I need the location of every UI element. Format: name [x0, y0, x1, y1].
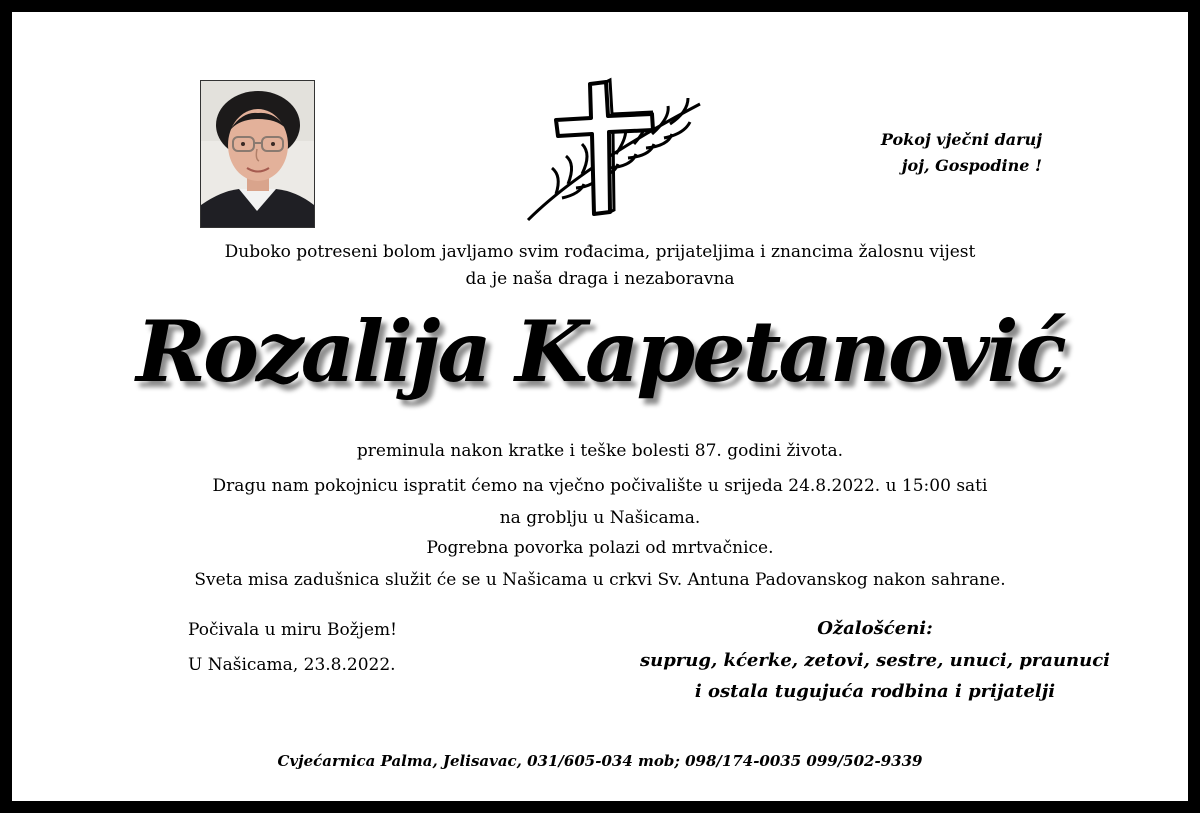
portrait-photo [200, 80, 315, 228]
intro-line-2: da je naša draga i nezaboravna [465, 269, 735, 289]
intro-line-1: Duboko potreseni bolom javljamo svim rođacima, prijateljima i znancima žalosnu vijest [224, 242, 976, 262]
prayer-line-2: joj, Gospodine ! [901, 156, 1042, 175]
cross-with-palm-icon [522, 76, 704, 224]
mass-line: Sveta misa zadušnica služit će se u Našicama u crkvi Sv. Antuna Padovanskog nakon sahrane. [194, 570, 1006, 590]
place-date-line: U Našicama, 23.8.2022. [188, 655, 396, 675]
age-line: preminula nakon kratke i teške bolesti 87. godini života. [356, 441, 844, 461]
prayer-line-1: Pokoj vječni daruj [880, 130, 1042, 149]
florist-footer: Cvjećarnica Palma, Jelisavac, 031/605-034 mob; 098/174-0035 099/502-9339 [277, 752, 923, 770]
prayer-text [820, 127, 1042, 179]
mourners-heading: Ožalošćeni: [817, 618, 933, 639]
procession-line: Pogrebna povorka polazi od mrtvačnice. [426, 538, 774, 558]
mourners-line-1: suprug, kćerke, zetovi, sestre, unuci, praunuci [639, 650, 1111, 671]
funeral-line: Dragu nam pokojnicu ispratit ćemo na vječno počivalište u srijeda 24.8.2022. u 15:00 sati [212, 476, 988, 496]
mourners-line-2: i ostala tugujuća rodbina i prijatelji [694, 681, 1056, 702]
rest-in-peace-line: Počivala u miru Božjem! [188, 620, 398, 640]
cemetery-line: na groblju u Našicama. [499, 508, 701, 528]
deceased-name: Rozalija Kapetanović [136, 302, 1064, 401]
